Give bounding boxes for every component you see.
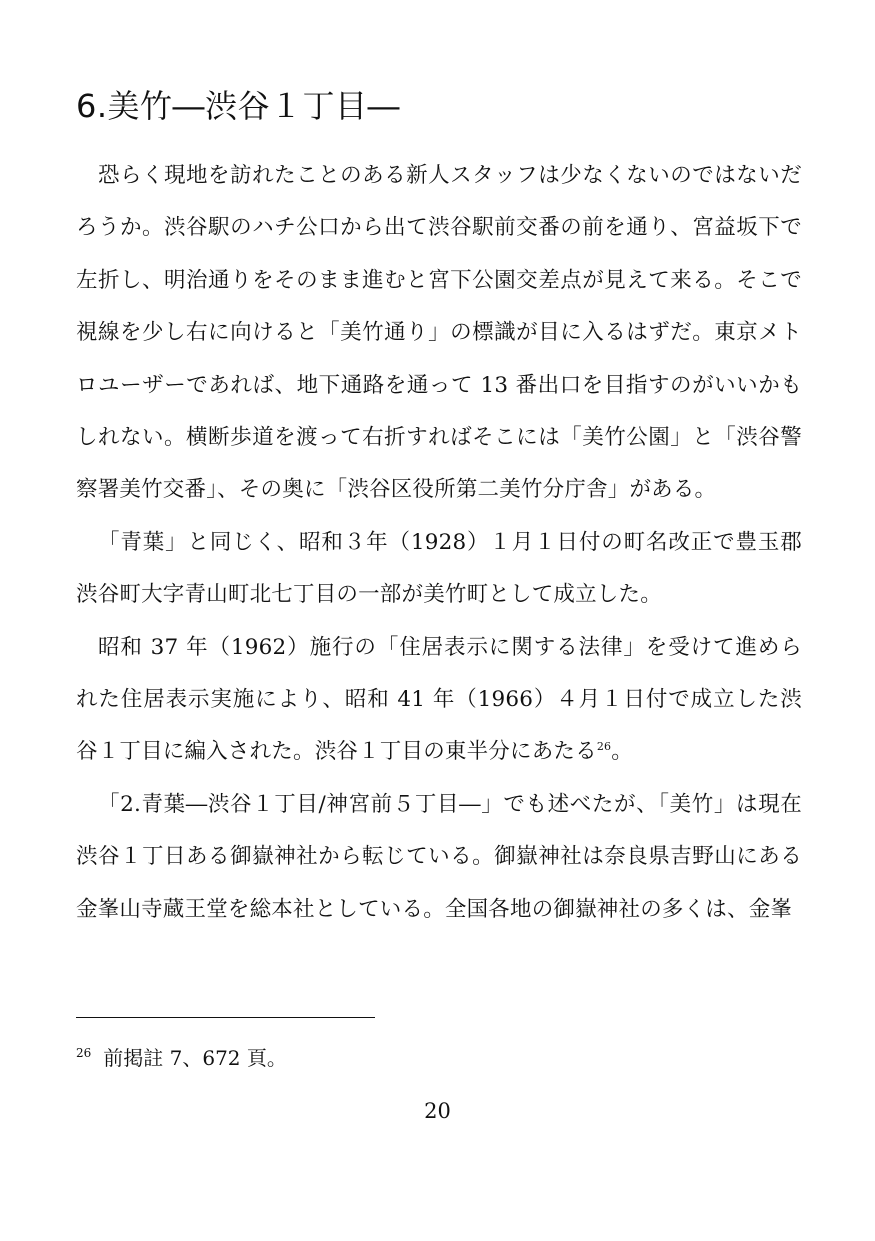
page-title: 6.美竹―渋谷１丁目―: [76, 87, 401, 125]
paragraph: [76, 622, 802, 779]
footnote-reference[interactable]: 26: [596, 740, 612, 754]
paragraph: 「青葉」と同じく、昭和３年（1928）１月１日付の町名改正で豊玉郡渋谷町大字青山町北七丁目の一部が美竹町として成立した。: [76, 529, 802, 608]
paragraph: 「2.青葉―渋谷１丁目/神宮前５丁目―」でも述べたが、「美竹」は現在渋谷１丁日ある御嶽神社から転じている。御嶽神社は奈良県吉野山にある金峯山寺蔵王堂を総本社としている。全国各地の御嶽神社の多くは、金峯: [76, 791, 802, 922]
footnote: [76, 1044, 287, 1072]
page-number: 20: [424, 1099, 451, 1123]
paragraph-end-punctuation: 。: [611, 739, 633, 765]
paragraph-text: 昭和 37 年（1962）施行の「住居表示に関する法律」を受けて進められた住居表示実施により、昭和 41 年（1966）４月１日付で成立した渋谷１丁目に編入された。渋谷１丁目の東半分にあたる: [76, 634, 802, 765]
paragraph: 恐らく現地を訪れたことのある新人スタッフは少なくないのではないだろうか。渋谷駅のハチ公口から出て渋谷駅前交番の前を通り、宮益坂下で左折し、明治通りをそのまま進むと宮下公園交差点が見えて来る。そこで視線を少し右に向けると「美竹通り」の標識が目に入るはずだ。東京メトロユーザーであれば、地下通路を通って 13 番出口を目指すのがいいかもしれない。横断歩道を渡って右折すればそこには「美竹公園」と「渋谷警察署美竹交番」、その奥に「渋谷区役所第二美竹分庁舎」がある。: [76, 163, 802, 503]
footnote-number: 26: [76, 1046, 92, 1061]
body-text: [76, 150, 802, 936]
footnote-separator: [76, 1017, 375, 1018]
footnote-text: 前掲註 7、672 頁。: [103, 1046, 287, 1070]
